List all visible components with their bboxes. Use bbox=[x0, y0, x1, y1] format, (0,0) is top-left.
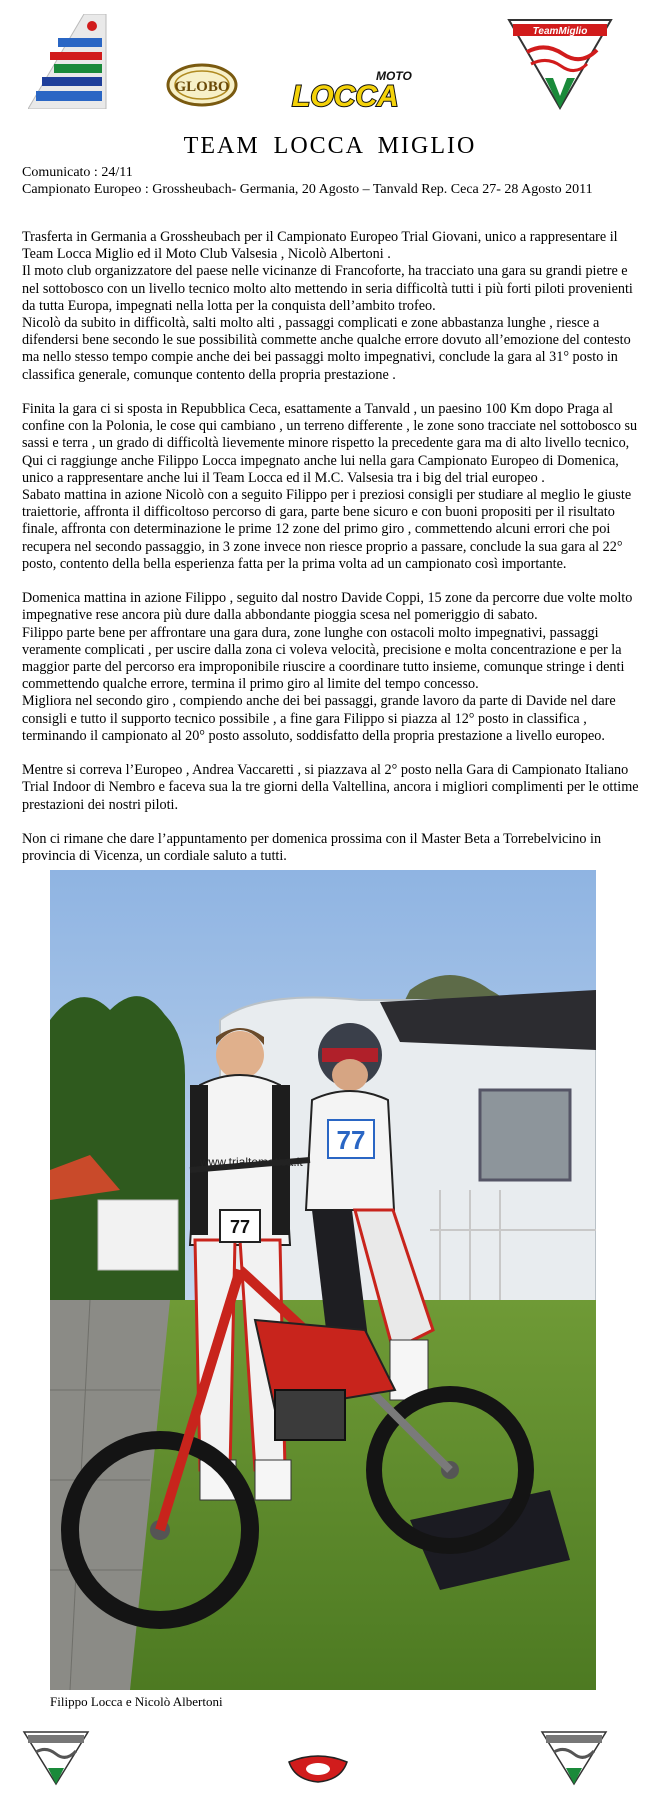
text-line: Il moto club organizzatore del paese nelle vicinanze di Francoforte, ha tracciato una gara su grandi pietre e bbox=[22, 263, 628, 280]
bike-plate-number: 77 bbox=[229, 1217, 251, 1237]
text-line: posto, contento della bella esperienza fatta per la prima volta ad un campionato così importante. bbox=[22, 555, 567, 572]
text-line: Mentre si correva l’Europeo , Andrea Vaccaretti , si piazzava al 2° posto nella Gara di Campionato Italiano bbox=[22, 762, 629, 779]
text-line: difendersi bene secondo le sue possibilità commette anche qualche errore dovuto all’emozione del contesto bbox=[22, 332, 631, 349]
press-release-meta bbox=[22, 164, 593, 198]
bib-number: 77 bbox=[336, 1125, 366, 1155]
text-line: Domenica mattina in azione Filippo , seguito dal nostro Davide Coppi, 15 zone da percorre due volte molto bbox=[22, 590, 633, 607]
text-line: impegnative rese ancora più dure dalla abbondante pioggia scesa nel pomeriggio di sabato. bbox=[22, 607, 538, 624]
text-line: provincia di Vicenza, un cordiale saluto a tutti. bbox=[22, 848, 287, 865]
text-line: terminando il campionato al 20° posto assoluto, soddisfatto della propria prestazione a livello europeo. bbox=[22, 727, 605, 744]
page-title: TEAM LOCCA MIGLIO bbox=[183, 133, 477, 159]
globo-logo bbox=[166, 62, 238, 108]
text-line: nel sottobosco con un livello tecnico molto alto mettendo in seria difficoltà tutti i più forti piloti provenienti bbox=[22, 280, 633, 297]
text-line: classifica generale, comunque contento della propria prestazione . bbox=[22, 366, 396, 383]
text-line: da tutta Europa, impegnati nella lotta per la conquista dell’ambito trofeo. bbox=[22, 297, 436, 314]
text-line: Migliora nel secondo giro , compiendo anche dei bei passaggi, grande lavoro da parte di Davide nel dare bbox=[22, 693, 616, 710]
footer-team-logo-right bbox=[540, 1730, 608, 1786]
team-miglio-logo bbox=[505, 18, 615, 110]
sponsor-logo-panel bbox=[28, 14, 108, 109]
text-line: Nicolò da subito in difficoltà, salti molto alti , passaggi complicati e zone abbastanza lunghe , riesce a bbox=[22, 315, 600, 332]
text-line: recupera nel secondo passaggio, in 3 zone invece non riesce proprio a passare, conclude la sua gara al 22° bbox=[22, 538, 623, 555]
text-line: Finita la gara ci si sposta in Repubblica Ceca, esattamente a Tanvald , un paesino 100 Km dopo Praga al bbox=[22, 401, 613, 418]
paragraph-1 bbox=[22, 229, 658, 384]
text-line: confine con la Polonia, le cose qui cambiano , un terreno differente , le zone sono tracciate nel sottobosco su bbox=[22, 418, 638, 435]
text-line: maggior parte del percorso era improponibile riuscire a coordinare tutto insieme, comunque stringe i denti bbox=[22, 659, 625, 676]
communicato-line: Comunicato : 24/11 bbox=[22, 165, 133, 180]
text-line: ma nello stesso tempo compie anche dei bei passaggi molto impegnativi, conclude la gara al 31° posto in bbox=[22, 349, 618, 366]
jersey-text: www.trialtematica.it bbox=[200, 1155, 303, 1169]
photo-caption: Filippo Locca e Nicolò Albertoni bbox=[50, 1694, 223, 1709]
text-line: Qui ci raggiunge anche Filippo Locca impegnato anche lui nella gara Campionato Europeo di Domenica, bbox=[22, 452, 619, 469]
text-line: Trasferta in Germania a Grossheubach per il Campionato Europeo Trial Giovani, unico a rappresentare il bbox=[22, 229, 618, 245]
moto-locca-logo bbox=[288, 66, 430, 112]
team-logo-text: TeamMiglio bbox=[532, 26, 588, 37]
footer-brand-logo bbox=[285, 1754, 351, 1784]
globo-logo-text: GLOBO bbox=[174, 79, 230, 95]
article-body bbox=[22, 229, 658, 883]
paragraph-5 bbox=[22, 831, 658, 865]
paragraph-4 bbox=[22, 762, 658, 814]
text-line: Trial Indoor di Nembro e faceva sua la tre giorni della Valtellina, ancora i migliori complimenti per le ottime bbox=[22, 779, 639, 796]
text-line: prestazioni dei nostri piloti. bbox=[22, 796, 179, 813]
text-line: consigli e tutto il supporto tecnico possibile , a fine gara Filippo si piazza al 12° posto in classifica , bbox=[22, 710, 587, 727]
moto-logo-text: MOTO bbox=[376, 69, 412, 83]
riders-photo bbox=[50, 870, 596, 1690]
locca-logo-text: LOCCA bbox=[292, 80, 399, 112]
paragraph-2 bbox=[22, 401, 658, 573]
paragraph-3 bbox=[22, 590, 658, 745]
text-line: finale, affronta con determinazione le prime 12 zone del primo giro , commettendo alcuni errori che poi bbox=[22, 521, 611, 538]
campionato-line: Campionato Europeo : Grossheubach- Germania, 20 Agosto – Tanvald Rep. Ceca 27- 28 Agosto 2011 bbox=[22, 182, 593, 197]
text-line: unico a rappresentare anche lui il Team Locca ed il M.C. Valsesia tra i big del trial europeo . bbox=[22, 469, 545, 486]
text-line: veramente complicati , per uscire dalla zona ci voleva velocità, precisione e molta concentrazione e per la bbox=[22, 641, 622, 658]
text-line: Filippo parte bene per affrontare una gara dura, zone lunghe con ostacoli molto impegnativi, passaggi bbox=[22, 624, 599, 641]
footer-team-logo-left bbox=[22, 1730, 90, 1786]
text-line: sassi e terra , un grado di difficoltà lievemente minore rispetto la precedente gara ma di alto livello tecnico, bbox=[22, 435, 630, 452]
text-line: Team Locca Miglio ed il Moto Club Valsesia , Nicolò Albertoni . bbox=[22, 246, 391, 263]
text-line: commettendo qualche errore, termina il primo giro al limite del tempo concesso. bbox=[22, 676, 479, 693]
text-line: Sabato mattina in azione Nicolò con a seguito Filippo per i preziosi consigli per studiare al meglio le giuste bbox=[22, 487, 632, 504]
text-line: Non ci rimane che dare l’appuntamento per domenica prossima con il Master Beta a Torrebelvicino in bbox=[22, 831, 602, 848]
text-line: traiettorie, affronta il difficoltoso percorso di gara, parte bene sicuro e con buoni propositi per il risultato bbox=[22, 504, 615, 521]
